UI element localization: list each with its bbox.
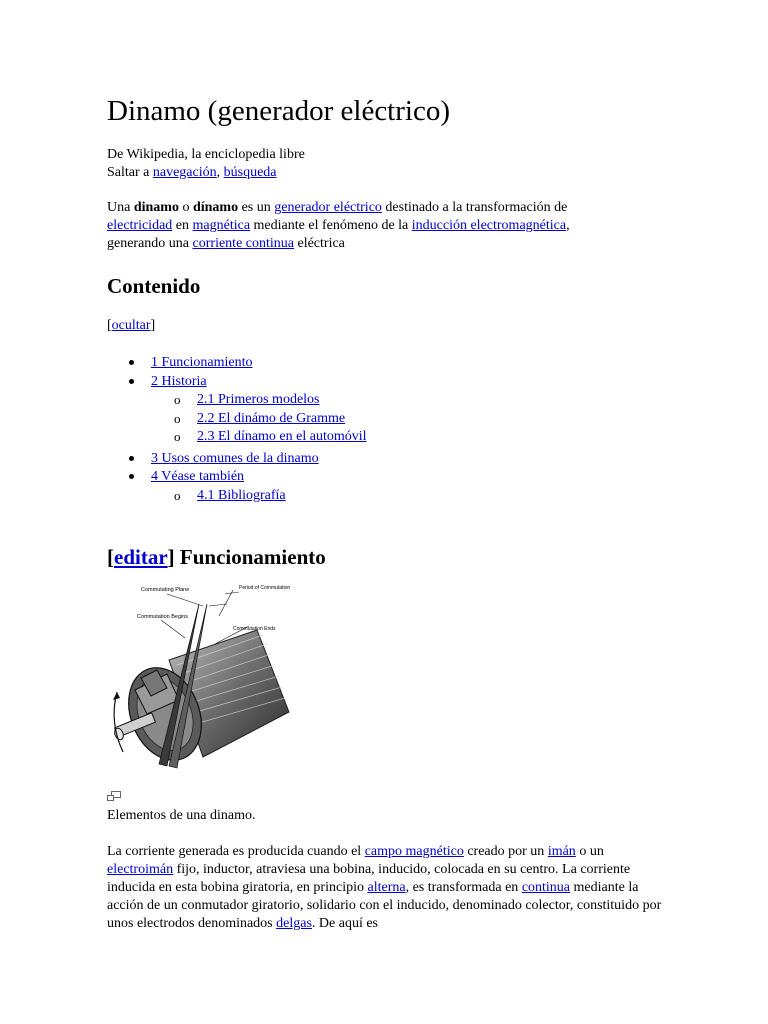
link-induccion[interactable]: inducción electromagnética — [411, 218, 567, 233]
toc-item — [107, 373, 507, 392]
link-delgas[interactable]: delgas — [276, 916, 312, 931]
toc-link-funcionamiento[interactable]: 1 Funcionamiento — [151, 355, 253, 370]
term-dinamo-accent: dínamo — [192, 200, 239, 215]
jump-search-link[interactable]: búsqueda — [223, 165, 277, 180]
bullet-icon — [129, 379, 134, 384]
from-line: De Wikipedia, la enciclopedia libre — [107, 147, 305, 162]
toc-link-vease[interactable]: 4 Véase también — [151, 469, 245, 484]
dynamo-diagram — [107, 582, 307, 787]
toc-link-automovil[interactable]: 2.3 El dínamo en el automóvil — [197, 429, 367, 444]
toc-subitem — [107, 410, 507, 429]
toc-item — [107, 468, 507, 487]
toc-subitem — [107, 391, 507, 410]
label-commutating-plane: Commutating Plane — [141, 587, 190, 593]
toc-subitem — [107, 487, 507, 506]
bullet-icon — [129, 474, 134, 479]
toc-item — [107, 450, 507, 469]
link-corriente-continua[interactable]: corriente continua — [192, 236, 294, 251]
link-campo-magnetico[interactable]: campo magnético — [364, 844, 464, 859]
toc-link-primeros-modelos[interactable]: 2.1 Primeros modelos — [197, 392, 320, 407]
toc-heading: Contenido — [107, 274, 201, 298]
toc-link-bibliografia[interactable]: 4.1 Bibliografía — [197, 487, 286, 503]
sub-bullet-icon: o — [174, 392, 181, 407]
label-commutation-ends: Commutation Ends — [233, 626, 276, 632]
section-heading-funcionamiento: [editar] Funcionamiento — [107, 545, 326, 569]
toc-item — [107, 354, 507, 373]
sub-bullet-icon: o — [174, 410, 181, 426]
jump-navigation-link[interactable]: navegación — [152, 165, 217, 180]
toc-hide-link[interactable]: ocultar — [111, 318, 151, 333]
page-title: Dinamo (generador eléctrico) — [107, 95, 450, 127]
sub-bullet-icon: o — [174, 429, 181, 444]
toc-link-usos[interactable]: 3 Usos comunes de la dinamo — [151, 450, 319, 466]
sub-bullet-icon: o — [174, 487, 181, 503]
toc-subitem — [107, 428, 507, 447]
edit-section-link[interactable]: editar — [114, 545, 168, 569]
term-dinamo: dinamo — [133, 200, 179, 215]
bullet-icon — [129, 456, 134, 461]
link-iman[interactable]: imán — [547, 844, 576, 859]
intro-paragraph: Una dinamo o dínamo es un generador eléctrico destinado a la transformación de electricidad en magnética mediante el fenómeno de la inducción electromagnética, generando una corriente continua eléctrica — [107, 200, 570, 251]
label-period: Period of Commutation — [239, 585, 291, 591]
link-continua[interactable]: continua — [521, 880, 571, 895]
toc-toggle: [ocultar] — [107, 318, 156, 333]
dynamo-figure[interactable] — [107, 582, 307, 782]
magnify-icon[interactable] — [107, 788, 121, 806]
link-electricidad[interactable]: electricidad — [107, 218, 173, 233]
toc-link-gramme[interactable]: 2.2 El dinámo de Gramme — [197, 410, 346, 426]
link-magnetica[interactable]: magnética — [192, 218, 251, 233]
link-alterna[interactable]: alterna — [367, 880, 406, 895]
bullet-icon — [129, 360, 134, 365]
toc-link-historia[interactable]: 2 Historia — [151, 373, 207, 389]
site-subtitle — [107, 146, 305, 182]
body-paragraph: La corriente generada es producida cuando el campo magnético creado por un imán o un electroimán fijo, inductor, atraviesa una bobina, inducido, colocada en su centro. La corriente inducida en esta bobina giratoria, en principio alterna, es transformada en continua mediante la acción de un conmutador giratorio, solidario con el inducido, denominado colector, constituido por unos electrodos denominados delgas. De aquí es — [107, 844, 662, 931]
label-commutation-begins: Commutation Begins — [137, 614, 189, 620]
figure-caption: Elementos de una dinamo. — [107, 808, 256, 823]
toc-list — [107, 354, 507, 505]
link-generador-electrico[interactable]: generador eléctrico — [274, 200, 382, 215]
link-electroiman[interactable]: electroimán — [107, 862, 174, 877]
jump-line: Saltar a navegación, búsqueda — [107, 165, 277, 180]
